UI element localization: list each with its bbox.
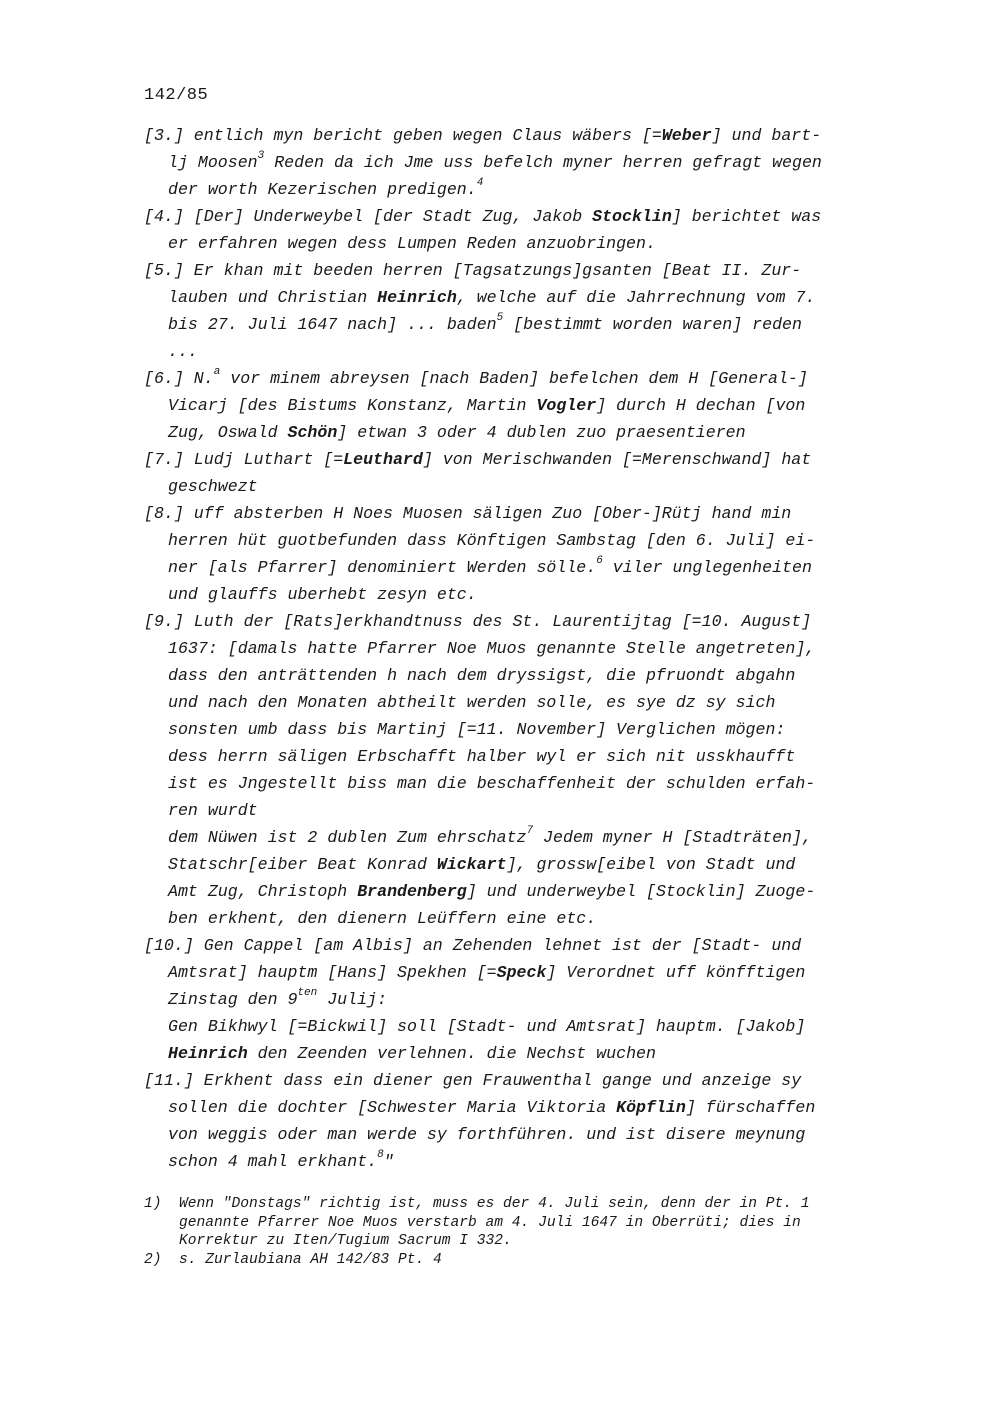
text-line bbox=[144, 581, 914, 608]
footnote-number: 2) bbox=[144, 1251, 162, 1268]
text-segment: Amtsrat] hauptm [Hans] Spekhen [= bbox=[168, 963, 497, 982]
text-line bbox=[144, 419, 914, 446]
text-segment: viler unglegenheiten bbox=[602, 558, 812, 577]
footnote-line bbox=[144, 1251, 924, 1270]
text-segment: ben erkhent, den dienern Leüffern eine etc. bbox=[168, 909, 597, 928]
text-segment: schon 4 mahl erkhant. bbox=[168, 1152, 378, 1171]
bold-name: Leuthard bbox=[343, 450, 423, 469]
text-line bbox=[144, 500, 914, 527]
text-segment: Reden da ich Jme uss befelch myner herren gefragt wegen bbox=[264, 153, 822, 172]
text-segment: [8.] uff absterben H Noes Muosen säligen Zuo [Ober-]Rütj hand min bbox=[144, 504, 792, 523]
text-line bbox=[144, 122, 914, 149]
text-segment: lauben und Christian bbox=[168, 288, 378, 307]
text-segment: Jedem myner H [Stadträten], bbox=[533, 828, 812, 847]
text-segment: Statschr[eiber Beat Konrad bbox=[168, 855, 437, 874]
text-line bbox=[144, 1067, 914, 1094]
text-segment: ist es Jngestellt biss man die beschaffenheit der schulden erfah- bbox=[168, 774, 816, 793]
text-segment: dess herrn säligen Erbschafft halber wyl er sich nit usskhaufft bbox=[168, 747, 796, 766]
footnote-text: genannte Pfarrer Noe Muos verstarb am 4. Juli 1647 in Oberrüti; dies in bbox=[179, 1214, 801, 1231]
text-segment: Gen Bikhwyl [=Bickwil] soll [Stadt- und Amtsrat] hauptm. [Jakob] bbox=[168, 1017, 806, 1036]
text-segment: 1637: [damals hatte Pfarrer Noe Muos genannte Stelle angetreten], bbox=[168, 639, 816, 658]
text-line bbox=[144, 1013, 914, 1040]
text-segment: er erfahren wegen dess Lumpen Reden anzuobringen. bbox=[168, 234, 656, 253]
main-text-body bbox=[144, 122, 914, 1175]
text-line bbox=[144, 554, 914, 581]
text-line bbox=[144, 1040, 914, 1067]
footnote-ref: ten bbox=[297, 987, 318, 1000]
bold-name: Weber bbox=[661, 126, 712, 145]
text-line bbox=[144, 527, 914, 554]
footnote-line bbox=[144, 1232, 924, 1251]
text-segment: ], grossw[eibel von Stadt und bbox=[506, 855, 796, 874]
text-line bbox=[144, 716, 914, 743]
text-segment: ner [als Pfarrer] denominiert Werden sölle. bbox=[168, 558, 597, 577]
text-segment: [4.] [Der] Underweybel [der Stadt Zug, Jakob bbox=[144, 207, 593, 226]
text-segment: ] und bart- bbox=[711, 126, 822, 145]
text-segment: Julij: bbox=[317, 990, 387, 1009]
text-segment: ren wurdt bbox=[168, 801, 258, 820]
text-segment: und nach den Monaten abtheilt werden solle, es sye dz sy sich bbox=[168, 693, 776, 712]
text-segment: und glauffs uberhebt zesyn etc. bbox=[168, 585, 477, 604]
bold-name: Heinrich bbox=[168, 1044, 248, 1063]
text-segment: [11.] Erkhent dass ein diener gen Frauwenthal gange und anzeige sy bbox=[144, 1071, 802, 1090]
text-segment: ] von Merischwanden [=Merenschwand] hat bbox=[422, 450, 812, 469]
text-segment: [3.] entlich myn bericht geben wegen Claus wäbers [= bbox=[144, 126, 662, 145]
text-line bbox=[144, 446, 914, 473]
text-line bbox=[144, 473, 914, 500]
text-segment: vor minem abreysen [nach Baden] befelchen dem H [General-] bbox=[220, 369, 808, 388]
text-segment: ... bbox=[168, 342, 198, 361]
text-segment: " bbox=[383, 1152, 394, 1171]
text-line bbox=[144, 392, 914, 419]
text-segment: bis 27. Juli 1647 nach] ... baden bbox=[168, 315, 497, 334]
footnotes bbox=[144, 1195, 924, 1269]
text-segment: [6.] N. bbox=[144, 369, 214, 388]
text-line bbox=[144, 770, 914, 797]
text-segment: lj Moosen bbox=[168, 153, 258, 172]
text-line bbox=[144, 1094, 914, 1121]
footnote-ref: 7 bbox=[526, 825, 534, 838]
text-line bbox=[144, 1121, 914, 1148]
footnote-line bbox=[144, 1195, 924, 1214]
text-segment: dem Nüwen ist 2 dublen Zum ehrschatz bbox=[168, 828, 527, 847]
text-line bbox=[144, 257, 914, 284]
text-segment: [10.] Gen Cappel [am Albis] an Zehenden lehnet ist der [Stadt- und bbox=[144, 936, 802, 955]
text-segment: ] Verordnet uff könfftigen bbox=[546, 963, 806, 982]
text-segment: sollen die dochter [Schwester Maria Viktoria bbox=[168, 1098, 617, 1117]
bold-name: Wickart bbox=[436, 855, 507, 874]
text-segment: dass den anträttenden h nach dem dryssigst, die pfruondt abgahn bbox=[168, 666, 796, 685]
text-line bbox=[144, 230, 914, 257]
bold-name: Brandenberg bbox=[357, 882, 467, 901]
text-segment: [5.] Er khan mit beeden herren [Tagsatzungs]gsanten [Beat II. Zur- bbox=[144, 261, 802, 280]
bold-name: Heinrich bbox=[377, 288, 457, 307]
text-segment: ] durch H dechan [von bbox=[596, 396, 806, 415]
text-line bbox=[144, 878, 914, 905]
text-segment: [7.] Ludj Luthart [= bbox=[144, 450, 344, 469]
text-segment: Vicarj [des Bistums Konstanz, Martin bbox=[168, 396, 537, 415]
text-line bbox=[144, 932, 914, 959]
text-line bbox=[144, 176, 914, 203]
text-line bbox=[144, 311, 914, 338]
text-segment: ] berichtet was bbox=[671, 207, 822, 226]
text-segment: , welche auf die Jahrrechnung vom 7. bbox=[456, 288, 816, 307]
text-segment: Amt Zug, Christoph bbox=[168, 882, 358, 901]
text-line bbox=[144, 824, 914, 851]
text-line bbox=[144, 608, 914, 635]
text-segment: herren hüt guotbefunden dass Könftigen Sambstag [den 6. Juli] ei- bbox=[168, 531, 816, 550]
footnote-ref: 3 bbox=[257, 150, 265, 163]
footnote-text: Wenn "Donstags" richtig ist, muss es der 4. Juli sein, denn der in Pt. 1 bbox=[179, 1196, 810, 1212]
text-line bbox=[144, 365, 914, 392]
text-line bbox=[144, 905, 914, 932]
bold-name: Schön bbox=[287, 423, 338, 442]
text-segment: [9.] Luth der [Rats]erkhandtnuss des St. Laurentijtag [=10. August] bbox=[144, 612, 812, 631]
text-line bbox=[144, 635, 914, 662]
footnote-ref: 8 bbox=[377, 1149, 384, 1162]
bold-name: Speck bbox=[496, 963, 547, 982]
footnote-ref: 4 bbox=[476, 177, 484, 190]
text-segment: Zug, Oswald bbox=[168, 423, 288, 442]
text-line bbox=[144, 338, 914, 365]
footnote-ref: 6 bbox=[596, 555, 603, 568]
text-segment: ] fürschaffen bbox=[685, 1098, 816, 1117]
text-segment: der worth Kezerischen predigen. bbox=[168, 180, 477, 199]
text-line bbox=[144, 203, 914, 230]
text-segment: ] und underweybel [Stocklin] Zuoge- bbox=[466, 882, 816, 901]
bold-name: Vogler bbox=[536, 396, 597, 415]
page-number: 142/85 bbox=[144, 86, 209, 105]
text-line bbox=[144, 284, 914, 311]
text-segment: Zinstag den 9 bbox=[168, 990, 298, 1009]
text-line bbox=[144, 851, 914, 878]
text-line bbox=[144, 662, 914, 689]
footnote-ref: 5 bbox=[496, 312, 504, 325]
footnote-text: s. Zurlaubiana AH 142/83 Pt. 4 bbox=[179, 1251, 442, 1268]
text-line bbox=[144, 149, 914, 176]
footnote-number: 1) bbox=[144, 1196, 162, 1212]
text-segment: geschwezt bbox=[168, 477, 258, 496]
text-segment: ] etwan 3 oder 4 dublen zuo praesentieren bbox=[337, 423, 746, 442]
text-segment: sonsten umb dass bis Martinj [=11. November] Verglichen mögen: bbox=[168, 720, 786, 739]
text-line bbox=[144, 986, 914, 1013]
bold-name: Stocklin bbox=[592, 207, 672, 226]
text-segment: den Zeenden verlehnen. die Nechst wuchen bbox=[247, 1044, 656, 1063]
text-line bbox=[144, 743, 914, 770]
footnote-line bbox=[144, 1214, 924, 1233]
footnote-text: Korrektur zu Iten/Tugium Sacrum I 332. bbox=[179, 1233, 512, 1249]
text-line bbox=[144, 797, 914, 824]
bold-name: Köpflin bbox=[616, 1098, 686, 1117]
footnote-ref: a bbox=[213, 366, 221, 379]
text-line bbox=[144, 689, 914, 716]
text-segment: von weggis oder man werde sy forthführen. und ist disere meynung bbox=[168, 1125, 806, 1144]
text-line bbox=[144, 1148, 914, 1175]
text-line bbox=[144, 959, 914, 986]
text-segment: [bestimmt worden waren] reden bbox=[503, 315, 802, 334]
